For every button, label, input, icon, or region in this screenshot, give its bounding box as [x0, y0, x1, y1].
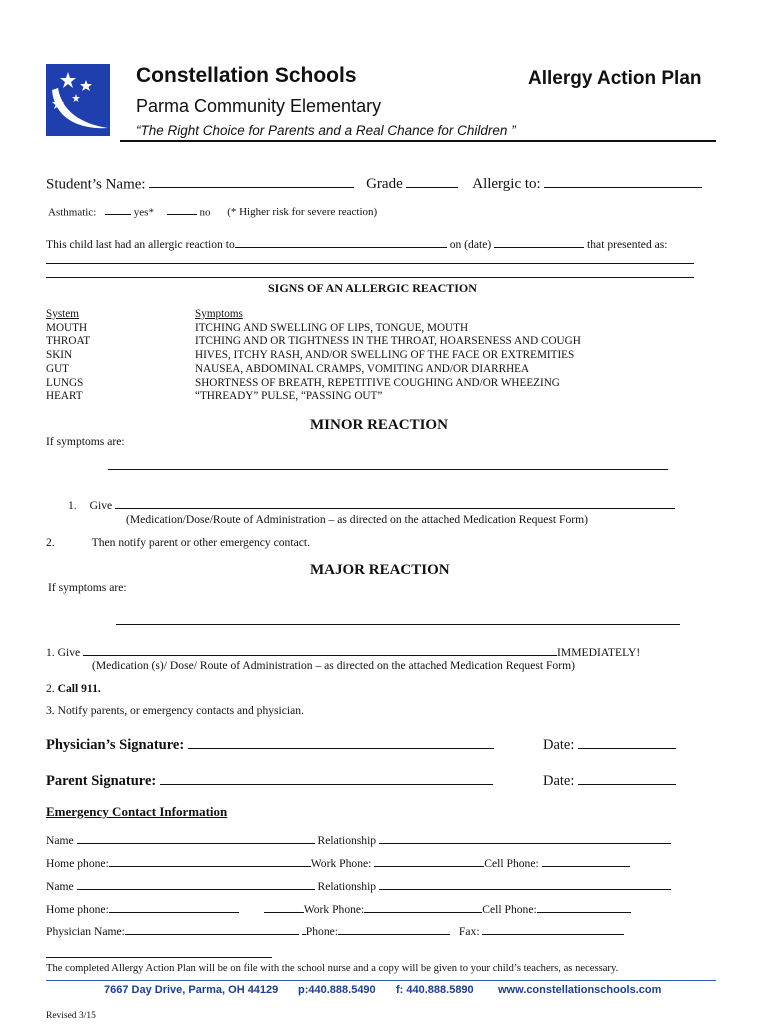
contact2-relationship-label: Relationship	[317, 880, 377, 894]
contact1-phone-row	[46, 855, 630, 870]
signs-heading: SIGNS OF AN ALLERGIC REACTION	[268, 281, 477, 295]
physician-contact-row	[46, 923, 624, 938]
presented-as-line-2[interactable]	[46, 277, 694, 278]
parent-signature-label: Parent Signature:	[46, 772, 157, 789]
last-reaction-field[interactable]	[235, 236, 447, 248]
document-title: Allergy Action Plan	[528, 68, 702, 89]
minor-step1-row	[68, 497, 675, 512]
major-medication-field[interactable]	[83, 644, 557, 656]
major-symptoms-field[interactable]	[116, 624, 680, 625]
contact2-home-phone-field[interactable]	[109, 901, 239, 913]
physician-date-field[interactable]	[578, 734, 676, 749]
system-skin: SKIN	[46, 349, 73, 362]
physician-fax-field[interactable]	[482, 923, 624, 935]
contact2-cell-phone-field[interactable]	[537, 901, 631, 913]
contact1-home-phone-label: Home phone:	[46, 857, 109, 871]
asthmatic-no-field[interactable]	[167, 204, 197, 215]
symptoms-column	[195, 308, 581, 404]
contact1-work-phone-field[interactable]	[374, 855, 484, 867]
minor-step2-text: Then notify parent or other emergency contact.	[91, 536, 310, 549]
parent-signature-row	[46, 770, 493, 790]
physician-phone-field[interactable]	[338, 923, 450, 935]
symptoms-skin: HIVES, ITCHY RASH, AND/OR SWELLING OF THE FACE OR EXTREMITIES	[195, 349, 575, 362]
header-rule	[120, 140, 716, 142]
minor-medication-field[interactable]	[115, 497, 675, 509]
last-reaction-row	[46, 236, 668, 251]
minor-give-label: Give	[89, 499, 113, 513]
symptoms-gut: NAUSEA, ABDOMINAL CRAMPS, VOMITING AND/OR DIARRHEA	[195, 362, 530, 375]
physician-signature-label: Physician’s Signature:	[46, 736, 185, 753]
allergic-to-label: Allergic to:	[472, 176, 541, 193]
physician-signature-field[interactable]	[188, 734, 494, 749]
tagline: “The Right Choice for Parents and a Real Chance for Children ”	[136, 123, 516, 138]
allergic-to-field[interactable]	[544, 173, 702, 188]
contact1-work-phone-label: Work Phone:	[310, 857, 372, 871]
minor-step1-number: 1.	[68, 499, 77, 513]
physician-date-label: Date:	[543, 736, 575, 753]
contact1-cell-phone-label: Cell Phone:	[484, 857, 539, 871]
contact1-home-phone-field[interactable]	[109, 855, 311, 867]
grade-field[interactable]	[406, 173, 458, 188]
contact1-name-field[interactable]	[77, 832, 315, 844]
physician-fax-label: Fax:	[458, 925, 480, 939]
contact2-name-field[interactable]	[77, 878, 315, 890]
contact1-relationship-field[interactable]	[379, 832, 671, 844]
footer-website: www.constellationschools.com	[498, 984, 662, 996]
asthmatic-yes-label: yes*	[133, 206, 154, 219]
symptoms-mouth: ITCHING AND SWELLING OF LIPS, TONGUE, MOUTH	[195, 321, 469, 334]
contact2-name-label: Name	[46, 880, 74, 894]
revised-date: Revised 3/15	[46, 1011, 96, 1021]
minor-if-symptoms-label: If symptoms are:	[46, 435, 125, 448]
physician-signature-row	[46, 734, 494, 754]
student-name-label: Student’s Name:	[46, 176, 146, 193]
contact1-relationship-label: Relationship	[317, 834, 377, 848]
presented-as-label: that presented as:	[587, 238, 668, 252]
last-reaction-label: This child last had an allergic reaction to	[46, 238, 235, 252]
notice-separator	[46, 957, 272, 958]
footer-rule	[46, 980, 716, 981]
emergency-contact-heading: Emergency Contact Information	[46, 804, 228, 819]
grade-label: Grade	[366, 176, 403, 193]
contact2-work-phone-field[interactable]	[364, 901, 482, 913]
system-throat: THROAT	[46, 335, 91, 348]
student-name-field[interactable]	[149, 173, 354, 188]
immediately-label: IMMEDIATELY!	[557, 646, 641, 660]
minor-step1-note: (Medication/Dose/Route of Administration – as directed on the attached Medication Request Form)	[126, 513, 589, 526]
file-notice: The completed Allergy Action Plan will be on file with the school nurse and a copy will be given to your child’s teachers, as necessary.	[46, 963, 619, 974]
major-step1-note: (Medication (s)/ Dose/ Route of Administration – as directed on the attached Medication Request Form)	[92, 659, 575, 672]
minor-reaction-heading: MINOR REACTION	[310, 417, 448, 433]
major-if-symptoms-label: If symptoms are:	[48, 581, 127, 594]
system-lungs: LUNGS	[46, 376, 84, 389]
call-911-text: Call 911.	[57, 682, 101, 695]
physician-name-field[interactable]	[125, 923, 299, 935]
contact2-name-row	[46, 878, 671, 893]
symptoms-header: Symptoms	[195, 308, 243, 320]
major-reaction-heading: MAJOR REACTION	[310, 562, 450, 578]
org-name: Constellation Schools	[136, 64, 357, 87]
major-give-label: 1. Give	[46, 646, 81, 660]
student-info-row	[46, 173, 702, 193]
physician-date-row	[543, 734, 676, 754]
contact2-relationship-field[interactable]	[379, 878, 671, 890]
parent-date-label: Date:	[543, 772, 575, 789]
contact2-work-phone-label: Work Phone:	[303, 903, 365, 917]
asthmatic-label: Asthmatic:	[48, 206, 97, 219]
contact2-phone-row	[46, 901, 631, 916]
major-step2-row	[46, 682, 101, 695]
major-step1-row	[46, 644, 640, 659]
risk-note: (* Higher risk for severe reaction)	[227, 206, 378, 219]
minor-step2-row	[46, 536, 310, 549]
minor-step2-number: 2.	[46, 536, 55, 549]
asthmatic-no-label: no	[199, 206, 211, 219]
presented-as-line-1[interactable]	[46, 263, 694, 264]
minor-symptoms-field[interactable]	[108, 469, 668, 470]
asthmatic-yes-field[interactable]	[105, 204, 131, 215]
school-name: Parma Community Elementary	[136, 96, 382, 116]
parent-date-row	[543, 770, 676, 790]
contact1-cell-phone-field[interactable]	[542, 855, 630, 867]
asthmatic-row	[48, 204, 377, 218]
system-column	[46, 308, 90, 404]
footer-fax: f: 440.888.5890	[396, 984, 474, 996]
system-mouth: MOUTH	[46, 321, 88, 334]
contact1-name-label: Name	[46, 834, 74, 848]
on-date-label: on (date)	[449, 238, 492, 252]
parent-date-field[interactable]	[578, 770, 676, 785]
system-gut: GUT	[46, 362, 69, 375]
school-logo	[46, 64, 110, 136]
contact1-name-row	[46, 832, 671, 847]
physician-phone-label: Phone:	[305, 925, 339, 939]
contact2-cell-phone-label: Cell Phone:	[482, 903, 537, 917]
contact2-home-phone-label: Home phone:	[46, 903, 109, 917]
contact2-home-phone-extra[interactable]	[264, 901, 304, 913]
system-header: System	[46, 308, 79, 320]
physician-name-label: Physician Name:	[46, 925, 125, 939]
system-heart: HEART	[46, 390, 83, 403]
symptoms-throat: ITCHING AND OR TIGHTNESS IN THE THROAT, HOARSENESS AND COUGH	[195, 335, 581, 348]
footer-phone: p:440.888.5490	[298, 984, 376, 996]
symptoms-heart: “THREADY” PULSE, “PASSING OUT”	[195, 390, 383, 403]
parent-signature-field[interactable]	[160, 770, 493, 785]
reaction-date-field[interactable]	[494, 236, 584, 248]
major-step2-number: 2.	[46, 682, 55, 695]
footer-address: 7667 Day Drive, Parma, OH 44129	[104, 984, 279, 996]
symptoms-lungs: SHORTNESS OF BREATH, REPETITIVE COUGHING AND/OR WHEEZING	[195, 376, 560, 389]
major-step3-text: 3. Notify parents, or emergency contacts and physician.	[46, 704, 304, 717]
